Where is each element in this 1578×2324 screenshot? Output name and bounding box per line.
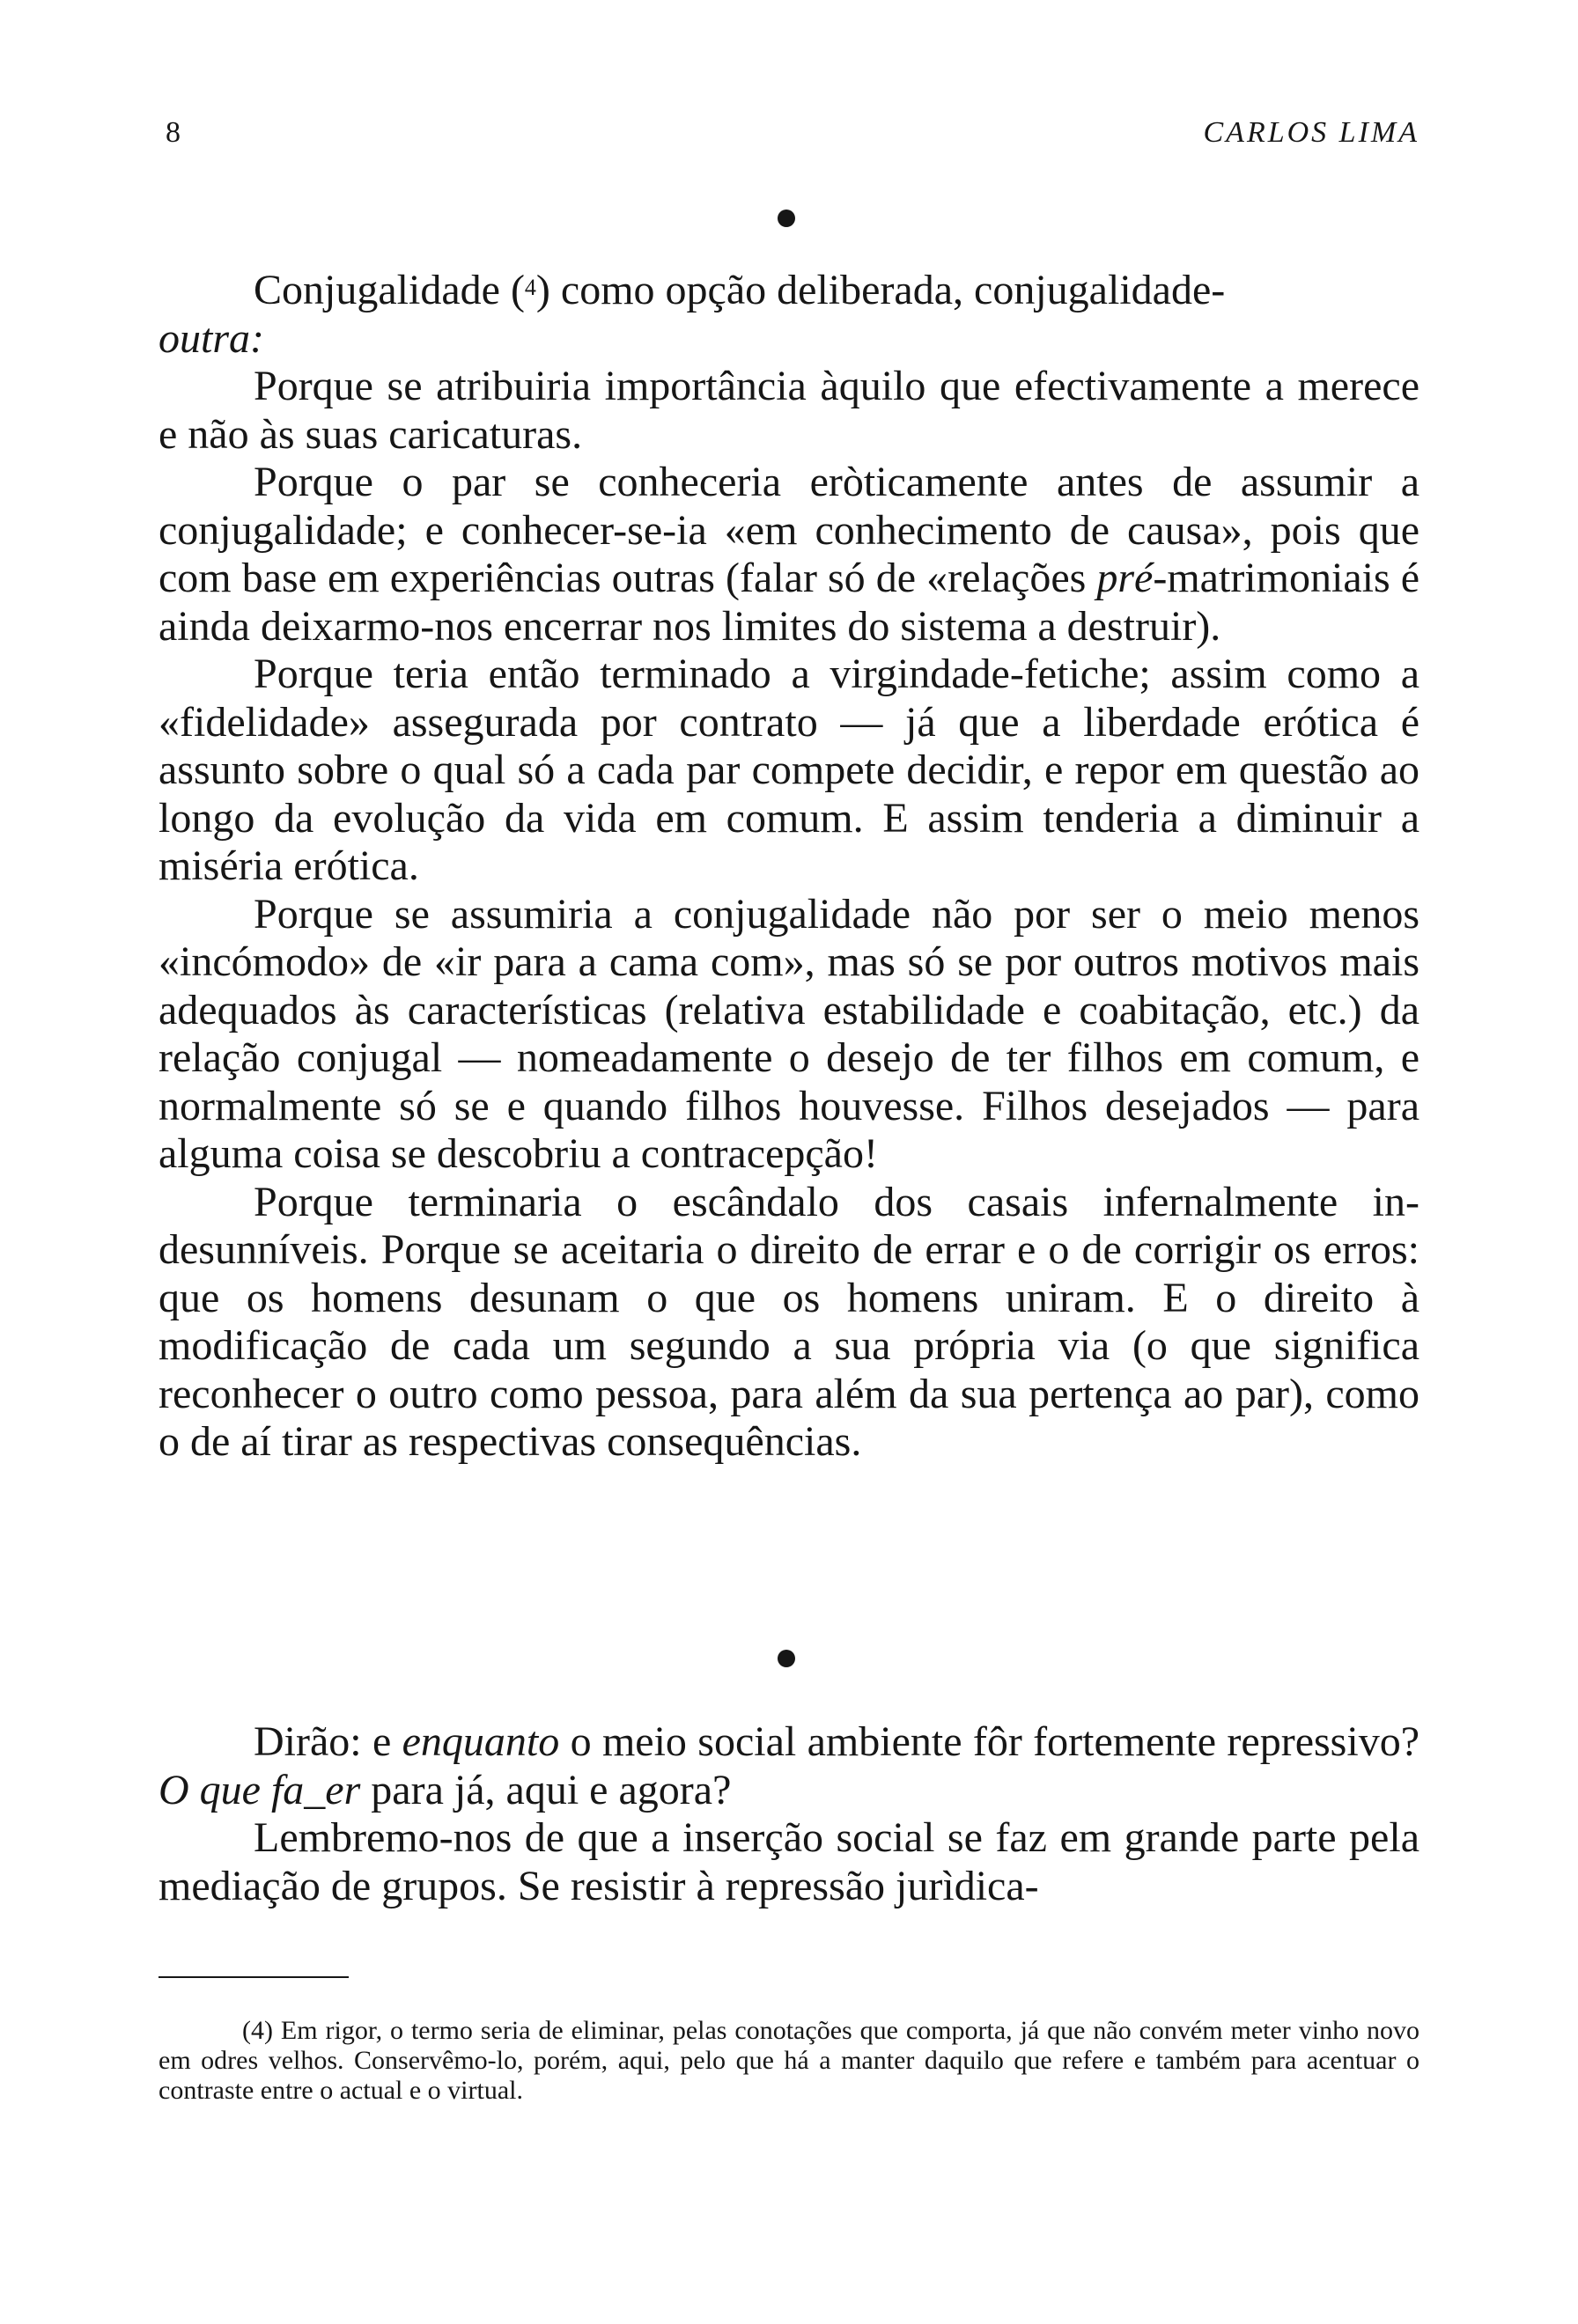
footnote-text: Em rigor, o termo seria de eliminar, pelas conotações que comporta, já que não convém meter vinho novo em odres velhos. Conservêmo-lo, porém, aqui, pelo que há a manter daquilo que refere e também para acentuar o contraste entre o actual e o virtual. — [159, 2016, 1419, 2105]
paragraph: Porque teria então terminado a virgindade-fetiche; assim como a «fidelidade» assegurada por contrato — já que a liberdade erótica é assunto sobre o qual só a cada par compete decidir, e repor em questão ao longo da evolução da vida em comum. E assim tenderia a diminuir a miséria erótica. — [159, 651, 1419, 889]
paragraph: Lembremo-nos de que a inserção social se faz em grande parte pela mediação de grupos. Se resistir à repressão jurìdica- — [159, 1814, 1419, 1909]
page-header — [159, 116, 1419, 160]
footnote-number: (4) — [242, 2016, 273, 2045]
paragraph: Conjugalidade ($^4$) como opção deliberada, conjugalidade- outra: — [159, 267, 1226, 362]
page-number: 8 — [166, 116, 181, 149]
paragraph: Porque se assumiria a conjugalidade não por ser o meio menos «incómodo» de «ir para a cama com», mas só se por outros motivos mais adequados às características (relativa estabilidade e coabitação, etc.) da relação conjugal — nomeadamente o desejo de ter filhos em comum, e normalmente só se e quando filhos houvesse. Filhos desejados — para alguma coisa se descobriu a contracepção! — [159, 890, 1419, 1177]
footnote-ref: 4 — [524, 275, 536, 300]
section-divider-dot — [778, 210, 795, 227]
running-head: CARLOS LIMA — [1203, 116, 1419, 149]
paragraph: Porque o par se conheceria eròticamente antes de assumir a conjugalidade; e conhecer-se-ia «em conhecimento de causa», pois que com base em experiências outras (falar só de «relações pré-matrimoniais é ainda deixarmo-nos encerrar nos limites do sistema a destruir). — [159, 459, 1419, 650]
paragraph: Porque se atribuiria importância àquilo que efectivamente a merece e não às suas caricaturas. — [159, 363, 1419, 458]
section-conjugalidade — [159, 267, 1419, 1467]
footnote — [159, 2016, 1419, 2106]
section-dirao — [159, 1718, 1419, 1910]
footnote-rule — [159, 1976, 349, 1978]
section-divider-dot — [778, 1650, 795, 1667]
paragraph: Dirão: e enquanto o meio social ambiente fôr fortemente repressivo? O que fa_er para já, aqui e agora? — [159, 1718, 1419, 1813]
paragraph: Porque terminaria o escândalo dos casais infernalmente in-desunníveis. Porque se aceitaria o direito de errar e o de corrigir os erros: que os homens desunam o que os homens uniram. E o direito à modificação de cada um segundo a sua própria via (o que significa reconhecer o outro como pessoa, para além da sua pertença ao par), como o de aí tirar as respectivas consequências. — [159, 1178, 1419, 1465]
